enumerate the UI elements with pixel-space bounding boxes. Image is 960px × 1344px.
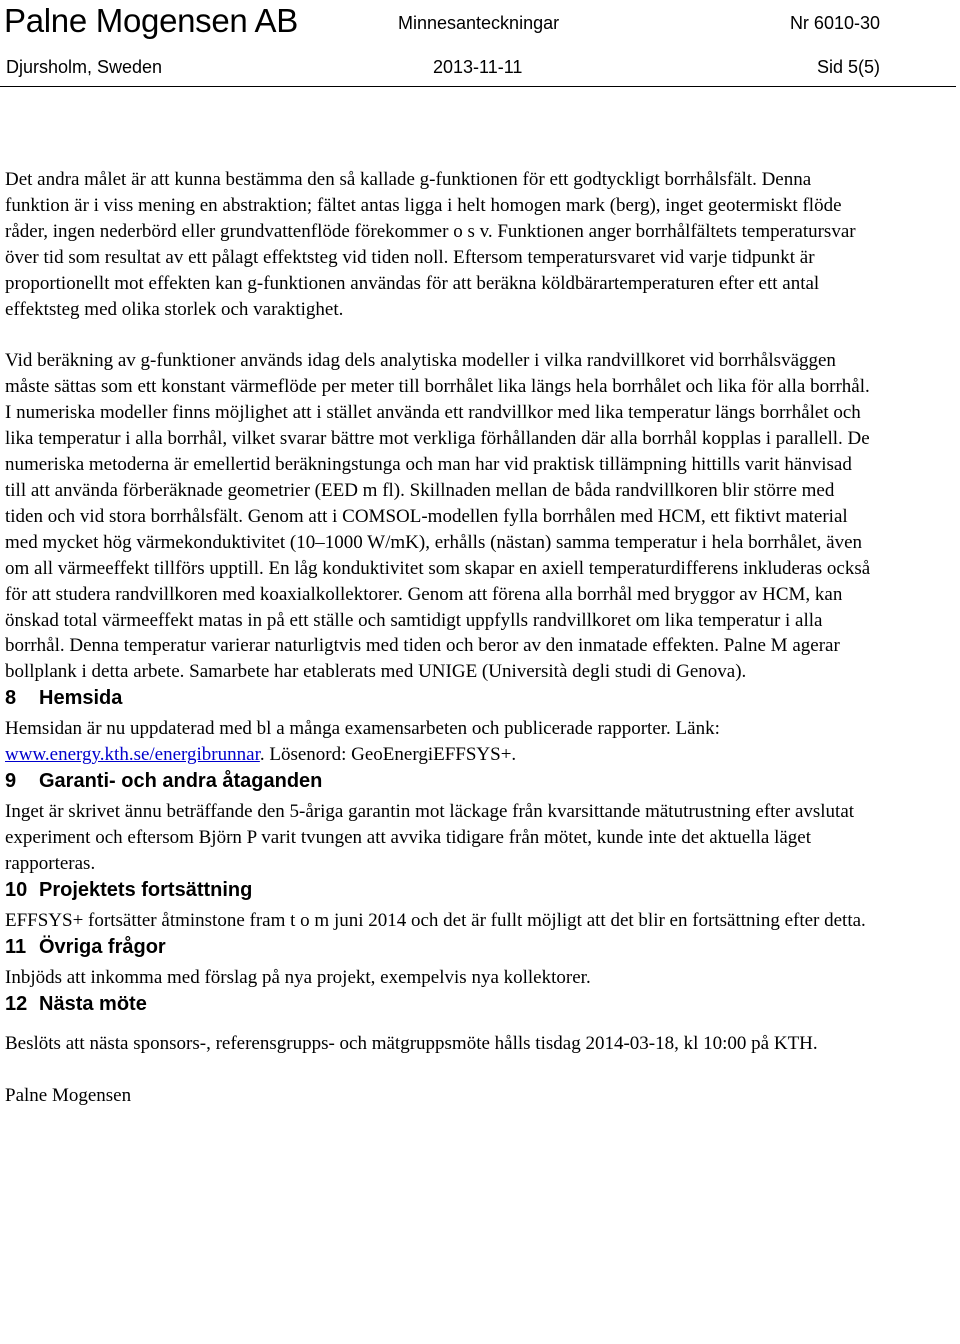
section-title: Nästa möte — [39, 992, 147, 1015]
section-number: 8 — [5, 687, 17, 710]
section-heading-projektets-fortsattning — [5, 877, 875, 903]
document-date: 2013-11-11 — [433, 57, 523, 77]
signature: Palne Mogensen — [5, 1085, 132, 1107]
paragraph-g-function-calculation: Vid beräkning av g-funktioner används idag dels analytiska modeller i vilka randvillkoret vid borrhålsväggen måste sättas som ett konstant värmeflöde per meter till borrhålet lika längs hela borrhålet och lika för alla borrhål. I numeriska modeller finns möjlighet att i stället använda ett randvillkor med lika temperatur längs borrhålet och lika temperatur i alla borrhål, vilket svarar bättre mot verkliga förhållanden där alla borrhål kopplas i parallell. De numeriska metoderna är emellertid beräkningstunga och man har vid praktisk tillämpning hittills varit hänvisad till att använda förberäknade geometrier (EED m fl). Skillnaden mellan de båda randvillkoren blir större med tiden och vid stora borrhålsfält. Genom att i COMSOL-modellen fylla borrhålen med HCM, ett fiktivt material med mycket hög värmekonduktivitet (10–1000 W/mK), erhålls (nästan) samma temperatur i hela borrhålet, även om all värmeeffekt tillförs upptill. En låg konduktivitet som skapar en axiell temperaturdifferens inkluderas också för att studera randvillkoren med koaxialkollektorer. Genom att förena alla borrhål med bryggor av HCM, kan önskad total värmeeffekt matas in på ett ställe och samtidigt uppfylls randvillkoret om lika temperatur i alla borrhål. Denna temperatur varierar naturligtvis med tiden och beror av den inmatade effekten. Palne M agerar bollplank i detta arbete. Samarbete har etablerats med UNIGE (Università degli studi di Genova). — [5, 350, 871, 683]
section-title: Övriga frågor — [39, 935, 166, 958]
document-body — [5, 167, 875, 1109]
section-title: Hemsida — [39, 687, 123, 710]
header-divider — [0, 86, 956, 87]
section-text-hemsida — [5, 716, 875, 768]
hemsida-text-after: . Lösenord: GeoEnergiEFFSYS+. — [259, 744, 517, 766]
document-number: Nr 6010-30 — [789, 13, 880, 33]
section-heading-nasta-mote — [5, 991, 875, 1017]
section-number: 12 — [5, 992, 28, 1015]
section-number: 11 — [5, 935, 27, 958]
section-text-nasta-mote: Beslöts att nästa sponsors-, referensgrupps- och mätgruppsmöte hålls tisdag 2014-03-18, kl 10:00 på KTH. — [5, 1032, 818, 1054]
section-number: 9 — [5, 770, 17, 793]
page-number: Sid 5(5) — [816, 57, 880, 77]
company-name: Palne Mogensen AB — [4, 2, 298, 39]
section-heading-ovriga-fragor — [5, 934, 875, 960]
section-number: 10 — [5, 878, 28, 901]
location: Djursholm, Sweden — [6, 57, 163, 77]
paragraph-g-function: Det andra målet är att kunna bestämma den så kallade g-funktionen för ett godtyckligt borrhålsfält. Denna funktion är i viss mening en abstraktion; fältet antas ligga i helt homogen mark (berg), inget geotermiskt flöde råder, ingen nederbörd eller grundvattenflöde förekommer o s v. Funktionen anger borrhålfältets temperatursvar över tid som resultat av ett pålagt effektsteg vid tiden noll. Eftersom temperatursvaret vid varje tidpunkt är proportionellt mot effekten kan g-funktionen användas för att beräkna köldbärartemperaturen efter ett antal effektsteg med olika storlek och varaktighet. — [5, 169, 856, 320]
section-title: Garanti- och andra åtaganden — [39, 770, 323, 793]
section-heading-hemsida — [5, 685, 875, 711]
website-link[interactable]: www.energy.kth.se/energibrunnar — [5, 744, 260, 766]
section-text-projektets-fortsattning: EFFSYS+ fortsätter åtminstone fram t o m juni 2014 och det är fullt möjligt att det blir en fortsättning efter detta. — [5, 909, 866, 931]
document-type: Minnesanteckningar — [398, 13, 560, 33]
section-text-garanti: Inget är skrivet ännu beträffande den 5-åriga garantin mot läckage från kvarsittande mätutrustning efter avslutat experiment och eftersom Björn P varit tvungen att avvika tidigare från mötet, kunde inte det aktuella läget rapporteras. — [5, 801, 855, 874]
section-title: Projektets fortsättning — [39, 878, 253, 901]
section-heading-garanti — [5, 768, 875, 794]
hemsida-text-before: Hemsidan är nu uppdaterad med bl a många examensarbeten och publicerade rapporter. Länk: — [5, 718, 720, 740]
section-text-ovriga-fragor: Inbjöds att inkomma med förslag på nya projekt, exempelvis nya kollektorer. — [5, 966, 591, 988]
